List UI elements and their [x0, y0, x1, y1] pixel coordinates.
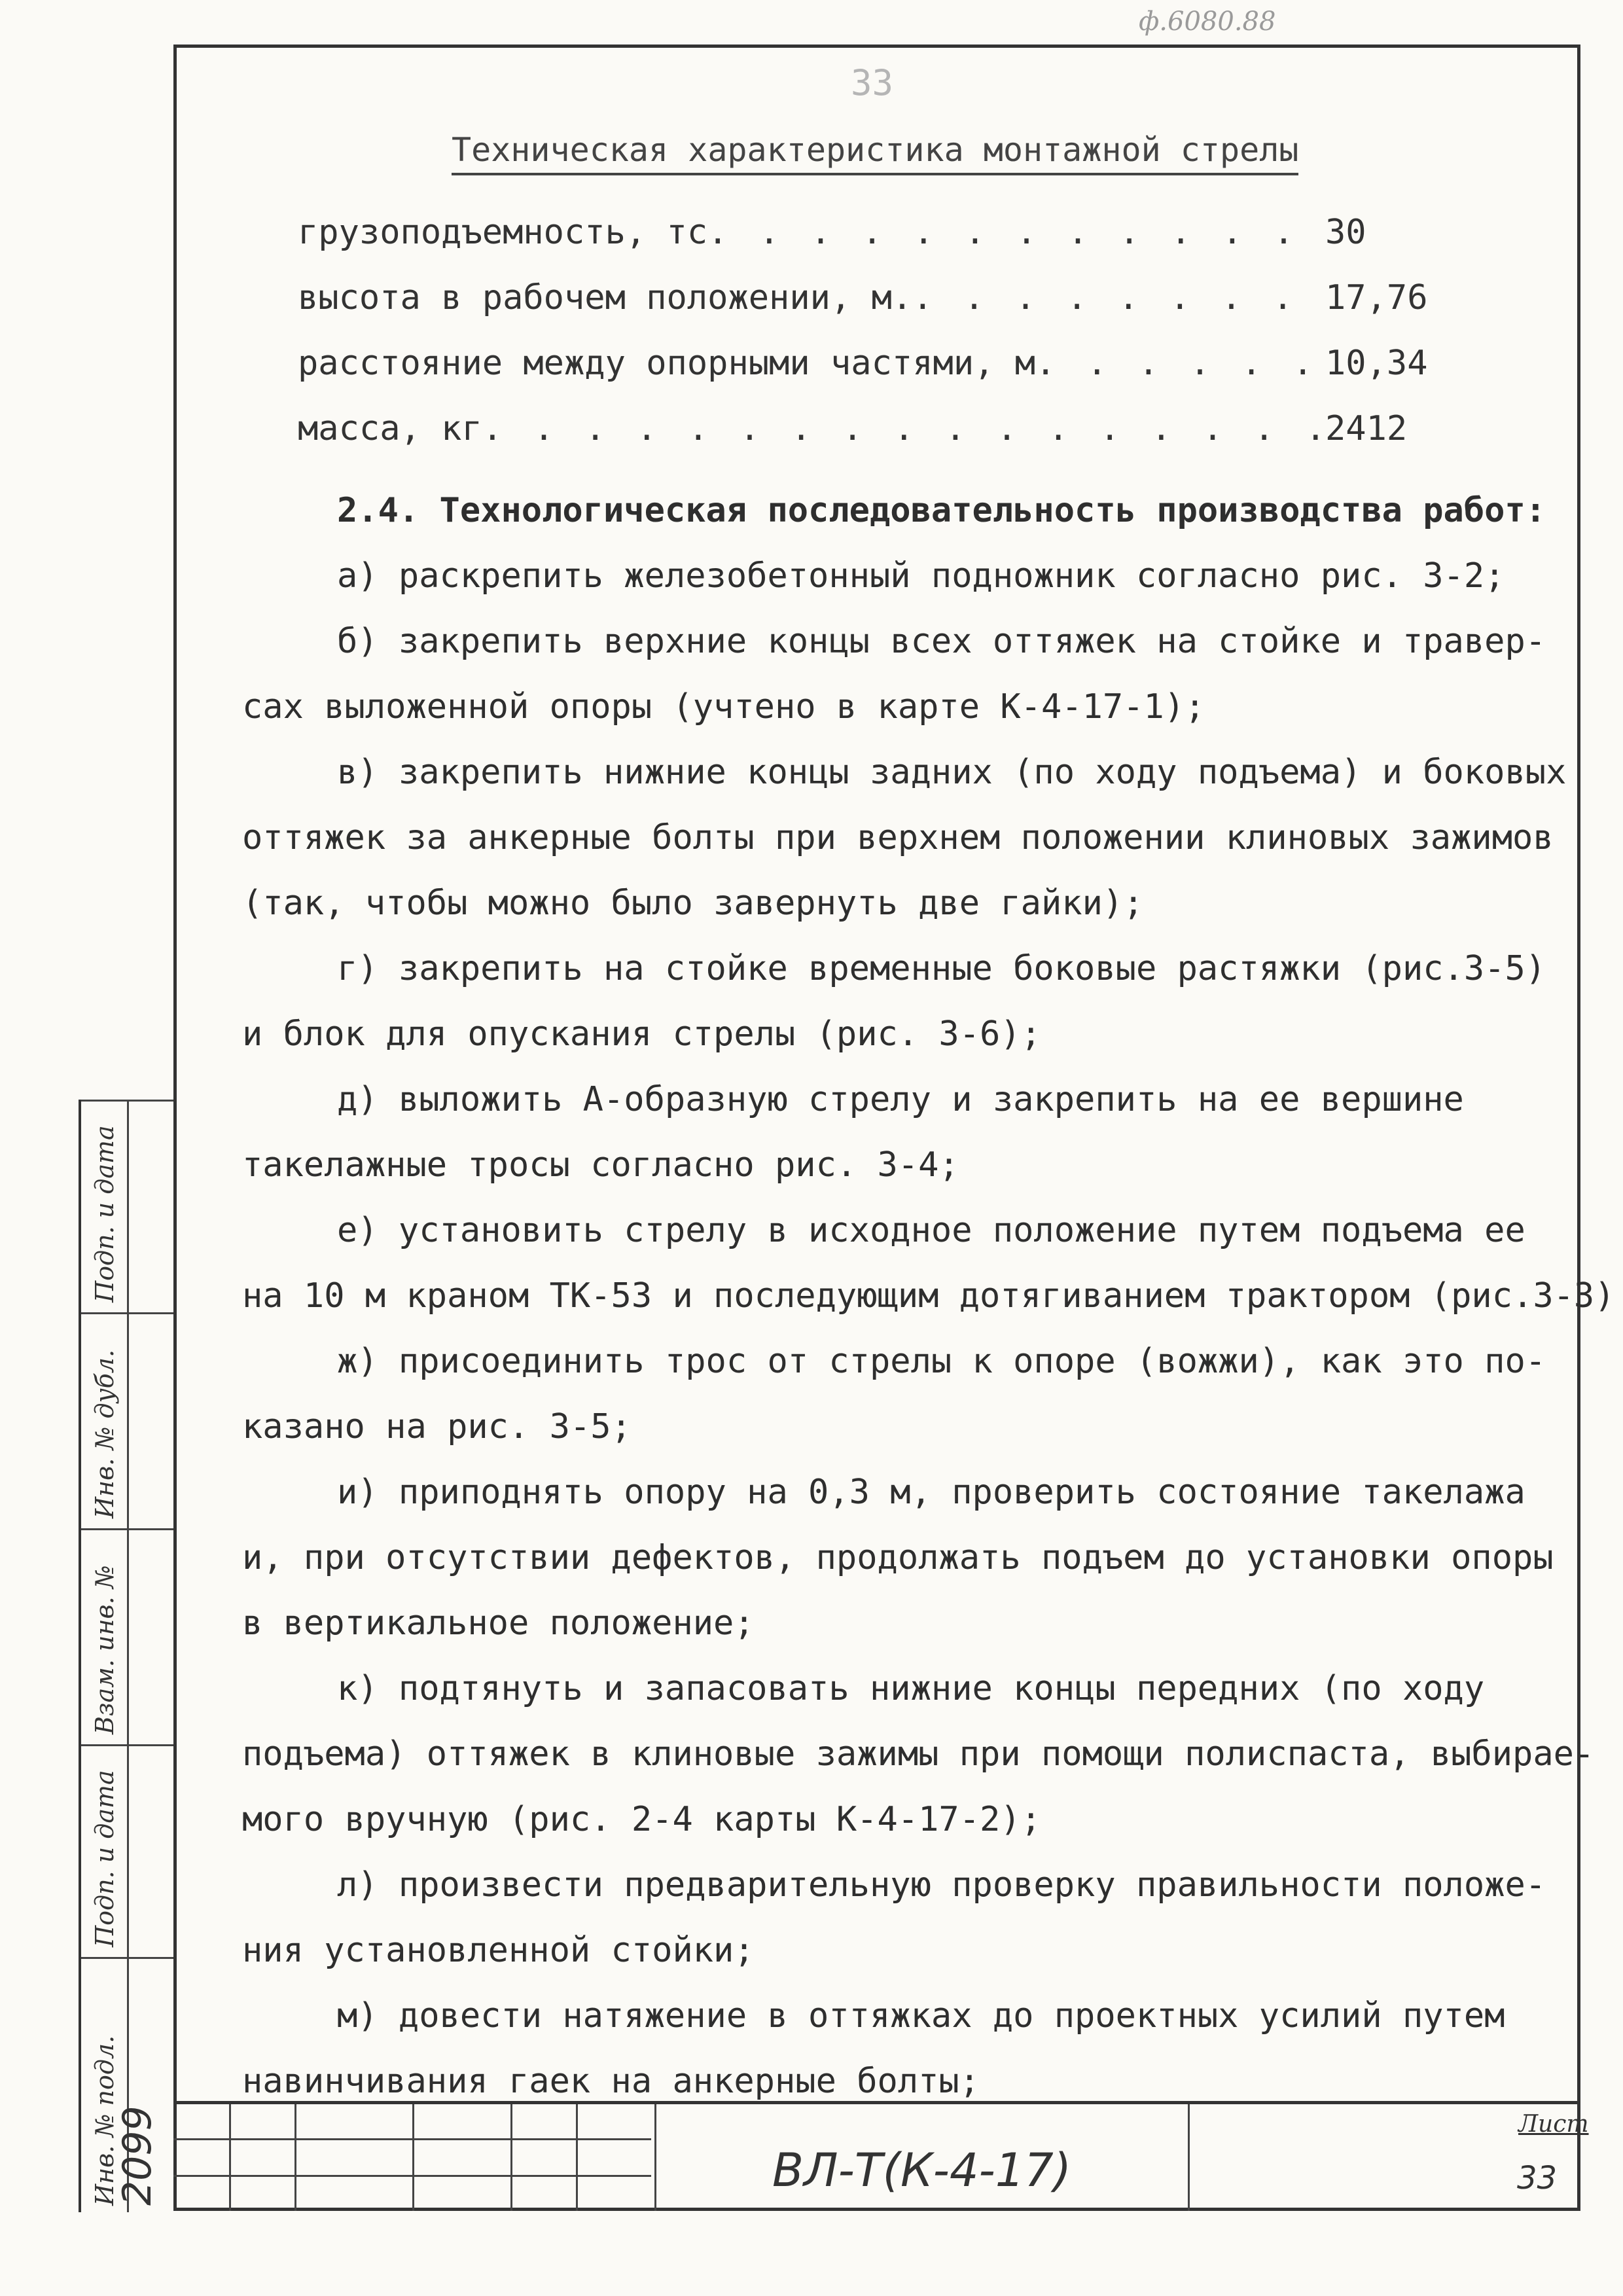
procedure-line: к) подтянуть и запасовать нижние концы передних (по ходу	[337, 1669, 1485, 1708]
leader-dots	[482, 409, 1319, 448]
spec-row	[298, 278, 1436, 317]
spec-label: грузоподъемность, тс	[298, 213, 708, 252]
spec-row	[298, 213, 1436, 252]
procedure-line: л) произвести предварительную проверку правильности положе-	[337, 1865, 1546, 1905]
spec-label: высота в рабочем положении, м.	[298, 278, 913, 317]
stamp-divider	[81, 1957, 173, 1959]
stamp-label: Взам. инв. №	[90, 1565, 119, 1734]
procedure-lines	[242, 543, 1615, 2114]
procedure-line: в вертикальное положение;	[242, 1604, 755, 1643]
procedure-line: и) приподнять опору на 0,3 м, проверить состояние такелажа	[337, 1473, 1525, 1512]
page-title: Техническая характеристика монтажной стрелы	[452, 131, 1298, 175]
procedure-line: такелажные тросы согласно рис. 3-4;	[242, 1145, 959, 1185]
stamp-divider	[81, 1312, 173, 1314]
binding-stamp	[79, 1100, 173, 2212]
procedure-line: (так, чтобы можно было завернуть две гайки);	[242, 884, 1144, 923]
procedure-line: а) раскрепить железобетонный подножник согласно рис. 3-2;	[337, 556, 1505, 596]
stamp-divider	[81, 1528, 173, 1530]
procedure-line: м) довести натяжение в оттяжках до проектных усилий путем	[337, 1996, 1505, 2036]
title-block-cell	[576, 2104, 656, 2211]
procedure-line: мого вручную (рис. 2-4 карты К-4-17-2);	[242, 1800, 1041, 1839]
procedure-line: казано на рис. 3-5;	[242, 1407, 632, 1446]
inventory-number: 2099	[115, 2106, 160, 2206]
leader-dots	[707, 213, 1319, 252]
procedure-line: ж) присоединить трос от стрелы к опоре (вожжи), как это по-	[337, 1342, 1546, 1381]
sheet-label: Лист	[1518, 2111, 1589, 2138]
spec-row	[298, 344, 1436, 383]
title-block-divider	[173, 2175, 651, 2177]
document-code: ВЛ-Т(К-4-17)	[772, 2144, 1072, 2197]
procedure-line: на 10 м краном ТК-53 и последующим дотягиванием трактором (рис.3-3)	[242, 1276, 1615, 1316]
leader-dots	[1035, 344, 1319, 383]
procedure-line: и блок для опускания стрелы (рис. 3-6);	[242, 1014, 1041, 1054]
procedure-line: д) выложить А-образную стрелу и закрепить на ее вершине	[337, 1080, 1464, 1119]
title-block-divider	[173, 2138, 651, 2140]
spec-value: 17,76	[1325, 278, 1428, 317]
spec-row	[298, 409, 1436, 448]
section-heading: 2.4. Технологическая последовательность производства работ:	[337, 491, 1546, 530]
stamp-label: Инв. № подл.	[90, 2035, 119, 2206]
stamp-label: Инв. № дубл.	[90, 1349, 119, 1518]
procedure-line: оттяжек за анкерные болты при верхнем положении клиновых зажимов	[242, 818, 1554, 857]
title-block-cell	[173, 2104, 231, 2211]
stamp-label: Подп. и дата	[90, 1125, 119, 1302]
title-block-cell	[229, 2104, 296, 2211]
procedure-line: б) закрепить верхние концы всех оттяжек на стойке и травер-	[337, 622, 1546, 661]
sheet-number: 33	[1517, 2160, 1558, 2197]
spec-label: масса, кг	[298, 409, 482, 448]
procedure-line: навинчивания гаек на анкерные болты;	[242, 2062, 980, 2101]
procedure-line: ния установленной стойки;	[242, 1931, 755, 1970]
procedure-line: г) закрепить на стойке временные боковые растяжки (рис.3-5)	[337, 949, 1546, 988]
spec-label: расстояние между опорными частями, м	[298, 344, 1036, 383]
title-block-cell	[510, 2104, 578, 2211]
leader-dots	[912, 278, 1319, 317]
procedure-line: сах выложенной опоры (учтено в карте К-4-17-1);	[242, 687, 1205, 726]
spec-value: 10,34	[1325, 344, 1428, 383]
archive-mark: ф.6080.88	[1139, 7, 1276, 37]
procedure-line: в) закрепить нижние концы задних (по ходу подъема) и боковых	[337, 753, 1567, 792]
top-page-number: 33	[851, 62, 894, 103]
spec-value: 2412	[1325, 409, 1408, 448]
procedure-text	[242, 478, 1615, 2114]
spec-value: 30	[1325, 213, 1366, 252]
stamp-divider	[127, 1100, 129, 2212]
stamp-divider	[81, 1744, 173, 1746]
procedure-line: и, при отсутствии дефектов, продолжать подъем до установки опоры	[242, 1538, 1554, 1577]
title-block-cell	[412, 2104, 512, 2211]
title-block-cell	[294, 2104, 414, 2211]
procedure-line: е) установить стрелу в исходное положение путем подъема ее	[337, 1211, 1525, 1250]
procedure-line: подъема) оттяжек в клиновые зажимы при помощи полиспаста, выбирае-	[242, 1734, 1595, 1774]
stamp-divider	[81, 1100, 173, 1102]
stamp-label: Подп. и дата	[90, 1770, 119, 1947]
